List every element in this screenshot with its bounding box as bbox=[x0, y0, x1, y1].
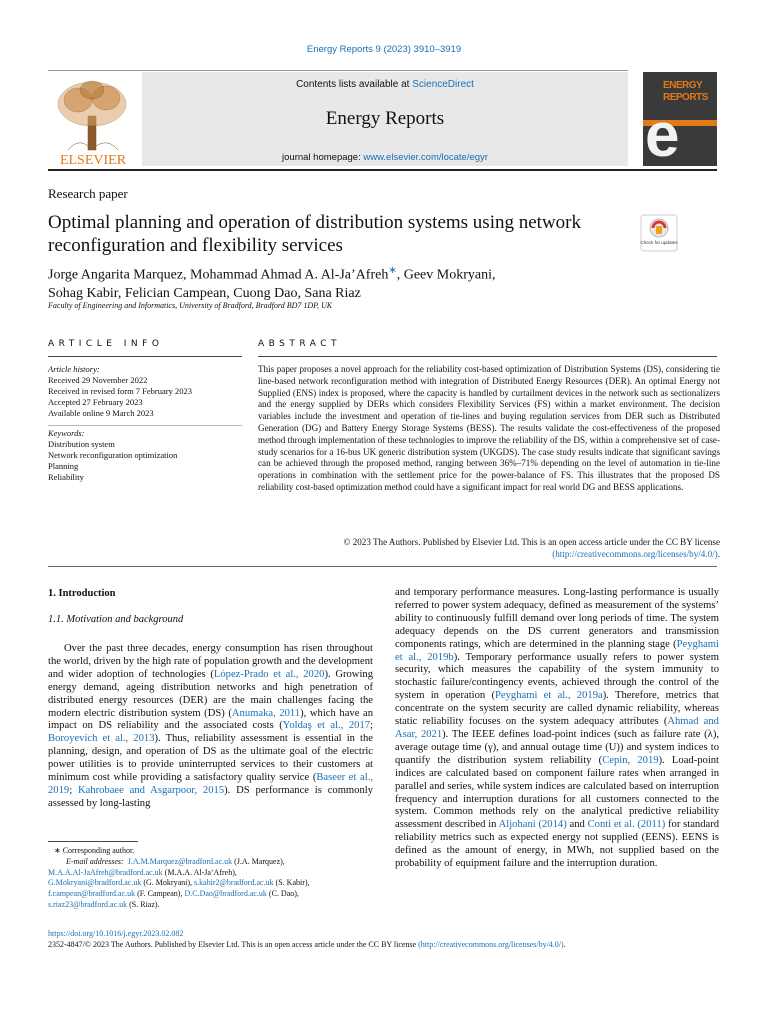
email-owner: (M.A.A. Al-Ja’Afreh), bbox=[162, 867, 237, 877]
keywords-label: Keywords: bbox=[48, 428, 85, 438]
section-heading: 1. Introduction bbox=[48, 588, 116, 599]
body-text: and temporary performance measures. Long-lasting performance is usually referred to power system adequacy, defined as measurement of the systems’ ability to continuously fulfill demand over long periods of time. The system adequacy depends on the DS current generators and transmission components ratings, which are determined in the planning stage ( bbox=[395, 587, 719, 650]
issn-license-link[interactable]: (http://creativecommons.org/licenses/by/4.0/) bbox=[418, 940, 564, 949]
subsection-heading: 1.1. Motivation and background bbox=[48, 614, 184, 625]
check-for-updates-badge[interactable] bbox=[640, 214, 678, 252]
body-column-right bbox=[395, 587, 719, 871]
history-online: Available online 9 March 2023 bbox=[48, 408, 154, 418]
license-link[interactable]: (http://creativecommons.org/licenses/by/4.0/) bbox=[552, 548, 718, 559]
history-received: Received 29 November 2022 bbox=[48, 375, 148, 385]
body-text: ). The IEEE defines load-point indices (such as failure rate (λ), average outage time (γ), and annual outage time (U)) and system indices to quantify the distribution system reliability ( bbox=[395, 728, 719, 766]
keyword: Planning bbox=[48, 461, 79, 471]
authors-line1-end: , Geev Mokryani, bbox=[396, 267, 496, 283]
body-column-left bbox=[48, 643, 373, 811]
body-text: ). DS performance is commonly assessed by long-lasting bbox=[48, 784, 374, 809]
homepage-prefix: journal homepage: bbox=[282, 152, 364, 163]
citation-link[interactable]: Aljohani (2014) bbox=[498, 819, 567, 831]
citation-link[interactable]: Peyghami et al., 2019b bbox=[395, 638, 719, 663]
body-text: for standard reliability metrics such as expected energy not supplied (EENS). EENS is defined as the amount of energy, in MWh, not supplied based on the probability of equipment failure and the interruption duration. bbox=[395, 819, 720, 870]
issn-line: 2352-4847/© 2023 The Authors. Published by Elsevier Ltd. This is an open access article under the CC BY license bbox=[48, 940, 419, 949]
history-accepted: Accepted 27 February 2023 bbox=[48, 397, 143, 407]
body-text: ). Thus, reliability assessment is essential in the planning, design, and operation of DS as the ultimate goal of the electric power utilities is to provide uninterrupted services to their customers at minimum cost while providing a satisfactory quality service ( bbox=[48, 733, 373, 784]
authors-line1: Jorge Angarita Marquez, Mohammad Ahmad A. Al-Ja’Afreh bbox=[48, 267, 389, 283]
abstract-copyright bbox=[258, 537, 720, 561]
email-link[interactable]: D.C.Dao@bradford.ac.uk bbox=[184, 889, 267, 899]
email-link[interactable]: s.riaz23@bradford.ac.uk bbox=[48, 899, 128, 909]
email-owner: (G. Mokryani), bbox=[141, 878, 194, 888]
abstract-text: This paper proposes a novel approach for the reliability cost-based optimization of Distribution Systems (DS), considering tie line-based network reconfiguration method with integration of Distributed Energy Resources (DER). An optimal Energy not Supplied (ENS) index is proposed, where the capacity is handled by curtailment devices in the network such as sectionalizers and the energy supplied by DERs which considers Flexibility Services (FS) within a market environment. The decision variables include the investment and operation of tie-lines and buying regulation services from DER such as Distributed Generation (DG) and Battery Energy Storage Systems (BESS). The results validate the cost-effectiveness of the proposed method through implementation of these technologies to improve the reliability of the DS, within a comprehensive set of case-study scenarios for a 16-bus UK generic distribution system (UKGDS). The case study results indicate that significant savings can be achieved through the proposed method, ranging between 36%–71% depending on the level of automation in tie-line operations in combination with the settlement price for the power-balance of FS. This illustrates that the proposed DS reliability cost-based optimization method could have a significant impact for real world DG and BESS applications. bbox=[258, 364, 720, 492]
doi-block bbox=[48, 928, 566, 950]
footnotes bbox=[48, 846, 378, 911]
journal-reference[interactable]: Energy Reports 9 (2023) 3910–3919 bbox=[306, 44, 462, 55]
body-text: and bbox=[566, 819, 588, 831]
authors-line2: Sohag Kabir, Felician Campean, Cuong Dao, Sana Riaz bbox=[48, 285, 361, 301]
email-label: E-mail addresses: bbox=[66, 856, 124, 866]
article-title: Optimal planning and operation of distribution systems using network reconfiguration and flexibility services bbox=[48, 212, 581, 256]
email-owner: (F. Campean), bbox=[135, 889, 185, 899]
citation-link[interactable]: Peyghami et al., 2019a bbox=[495, 690, 603, 702]
email-owner: (S. Riaz). bbox=[127, 899, 160, 909]
email-link[interactable]: f.campean@bradford.ac.uk bbox=[48, 889, 136, 899]
header-bottom-rule bbox=[48, 169, 717, 171]
email-owner: (S. Kabir), bbox=[273, 878, 310, 888]
citation-link[interactable]: Conti et al. (2011) bbox=[587, 819, 666, 831]
history-label: Article history: bbox=[48, 364, 100, 374]
keyword: Network reconfiguration optimization bbox=[48, 450, 178, 460]
cover-title-line1: ENERGY bbox=[663, 80, 703, 91]
copyright-text: © 2023 The Authors. Published by Elsevier Ltd. This is an open access article under the CC BY license bbox=[343, 537, 720, 547]
cover-letter: e bbox=[645, 101, 680, 166]
keywords bbox=[48, 428, 242, 483]
article-history bbox=[48, 364, 242, 419]
footnote-rule bbox=[48, 841, 138, 842]
citation-link[interactable]: Yoldaş et al., 2017 bbox=[282, 720, 371, 732]
citation-link[interactable]: Ahmad and Asar, 2021 bbox=[395, 716, 719, 740]
body-text: ; bbox=[370, 720, 374, 732]
keyword: Distribution system bbox=[48, 439, 115, 449]
body-text: ; bbox=[69, 784, 78, 796]
citation-link[interactable]: Anumaka, 2011 bbox=[231, 707, 301, 719]
email-link[interactable]: G.Mokryani@bradford.ac.uk bbox=[48, 878, 142, 888]
keyword: Reliability bbox=[48, 472, 84, 482]
contents-prefix: Contents lists available at bbox=[296, 79, 413, 90]
article-type: Research paper bbox=[48, 186, 128, 201]
contents-line bbox=[142, 79, 628, 90]
sciencedirect-link[interactable]: ScienceDirect bbox=[412, 79, 474, 90]
journal-cover[interactable] bbox=[643, 72, 717, 166]
citation-link[interactable]: López-Prado et al., 2020 bbox=[213, 668, 325, 680]
check-updates-label: Check for updates bbox=[640, 240, 678, 245]
citation-link[interactable]: Baseer et al., 2019 bbox=[48, 772, 373, 796]
body-text: Over the past three decades, energy consumption has risen throughout the world, driven by the high rate of population growth and the development and wider adoption of technologies ( bbox=[48, 643, 373, 680]
cover-title-line2: REPORTS bbox=[663, 92, 708, 103]
affiliation: Faculty of Engineering and Informatics, University of Bradford, Bradford BD7 1DP, UK bbox=[48, 301, 333, 310]
body-text: ). Growing energy demand, ageing distribution networks and high penetration of distributed energy resources (DER) are the main challenges facing the modern electric distribution system (DS) ( bbox=[48, 668, 373, 719]
homepage-link[interactable]: www.elsevier.com/locate/egyr bbox=[363, 152, 488, 163]
abstract-heading: ABSTRACT bbox=[258, 339, 342, 349]
elsevier-logo bbox=[48, 76, 138, 166]
email-link[interactable]: J.A.M.Marquez@bradford.ac.uk bbox=[127, 856, 233, 866]
article-info-rule bbox=[48, 356, 242, 357]
check-updates-icon bbox=[640, 214, 678, 252]
abstract-end-rule bbox=[48, 566, 717, 567]
journal-title[interactable]: Energy Reports bbox=[325, 108, 445, 129]
body-text: ). Load-point indices are calculated based on component failure rates when arranged in parallel and series, while system indices are calculated based on interruption frequency and interruption durations for all customers connected to the system. Common methods rely on the analytical predictive reliability assessment described in bbox=[395, 754, 720, 831]
doi-link[interactable]: https://doi.org/10.1016/j.egyr.2023.02.082 bbox=[48, 929, 184, 938]
keywords-rule bbox=[48, 425, 242, 426]
journal-homepage bbox=[142, 152, 628, 163]
article-info-heading: ARTICLE INFO bbox=[48, 339, 164, 349]
email-link[interactable]: M.A.A.Al-JaAfreh@bradford.ac.uk bbox=[48, 867, 163, 877]
email-owner: (J.A. Marquez), bbox=[232, 856, 285, 866]
author-list bbox=[48, 262, 608, 303]
body-text: ). Temporary performance usually refers to power system security, which measures the capability of the system immunity to stochastic failure/contingency events, achieved through the control of the system in operation ( bbox=[395, 651, 719, 702]
body-text: ), which have an impact on DS reliability and the associated costs ( bbox=[48, 707, 373, 732]
header-rule bbox=[48, 70, 628, 71]
citation-link[interactable]: Kahrobaee and Asgarpoor, 2015 bbox=[77, 784, 225, 796]
body-text: ). Therefore, metrics that concentrate on the system security are called dynamic reliability, whereas static reliability focuses on the system adequacy attributes ( bbox=[395, 690, 719, 728]
issn-end: . bbox=[563, 940, 566, 949]
citation-link[interactable]: Boroyevich et al., 2013 bbox=[48, 733, 155, 745]
history-revised: Received in revised form 7 February 2023 bbox=[48, 386, 192, 396]
corresponding-author-mark[interactable]: ∗ bbox=[388, 265, 397, 276]
elsevier-wordmark: ELSEVIER bbox=[59, 153, 127, 166]
corresponding-author-note: ∗ Corresponding author. bbox=[54, 846, 135, 855]
email-link[interactable]: s.kabir2@bradford.ac.uk bbox=[194, 878, 274, 888]
license-end: . bbox=[717, 548, 720, 559]
email-owner: (C. Dao), bbox=[266, 889, 299, 899]
citation-link[interactable]: Cepin, 2019 bbox=[602, 754, 659, 766]
abstract-rule bbox=[258, 356, 717, 357]
